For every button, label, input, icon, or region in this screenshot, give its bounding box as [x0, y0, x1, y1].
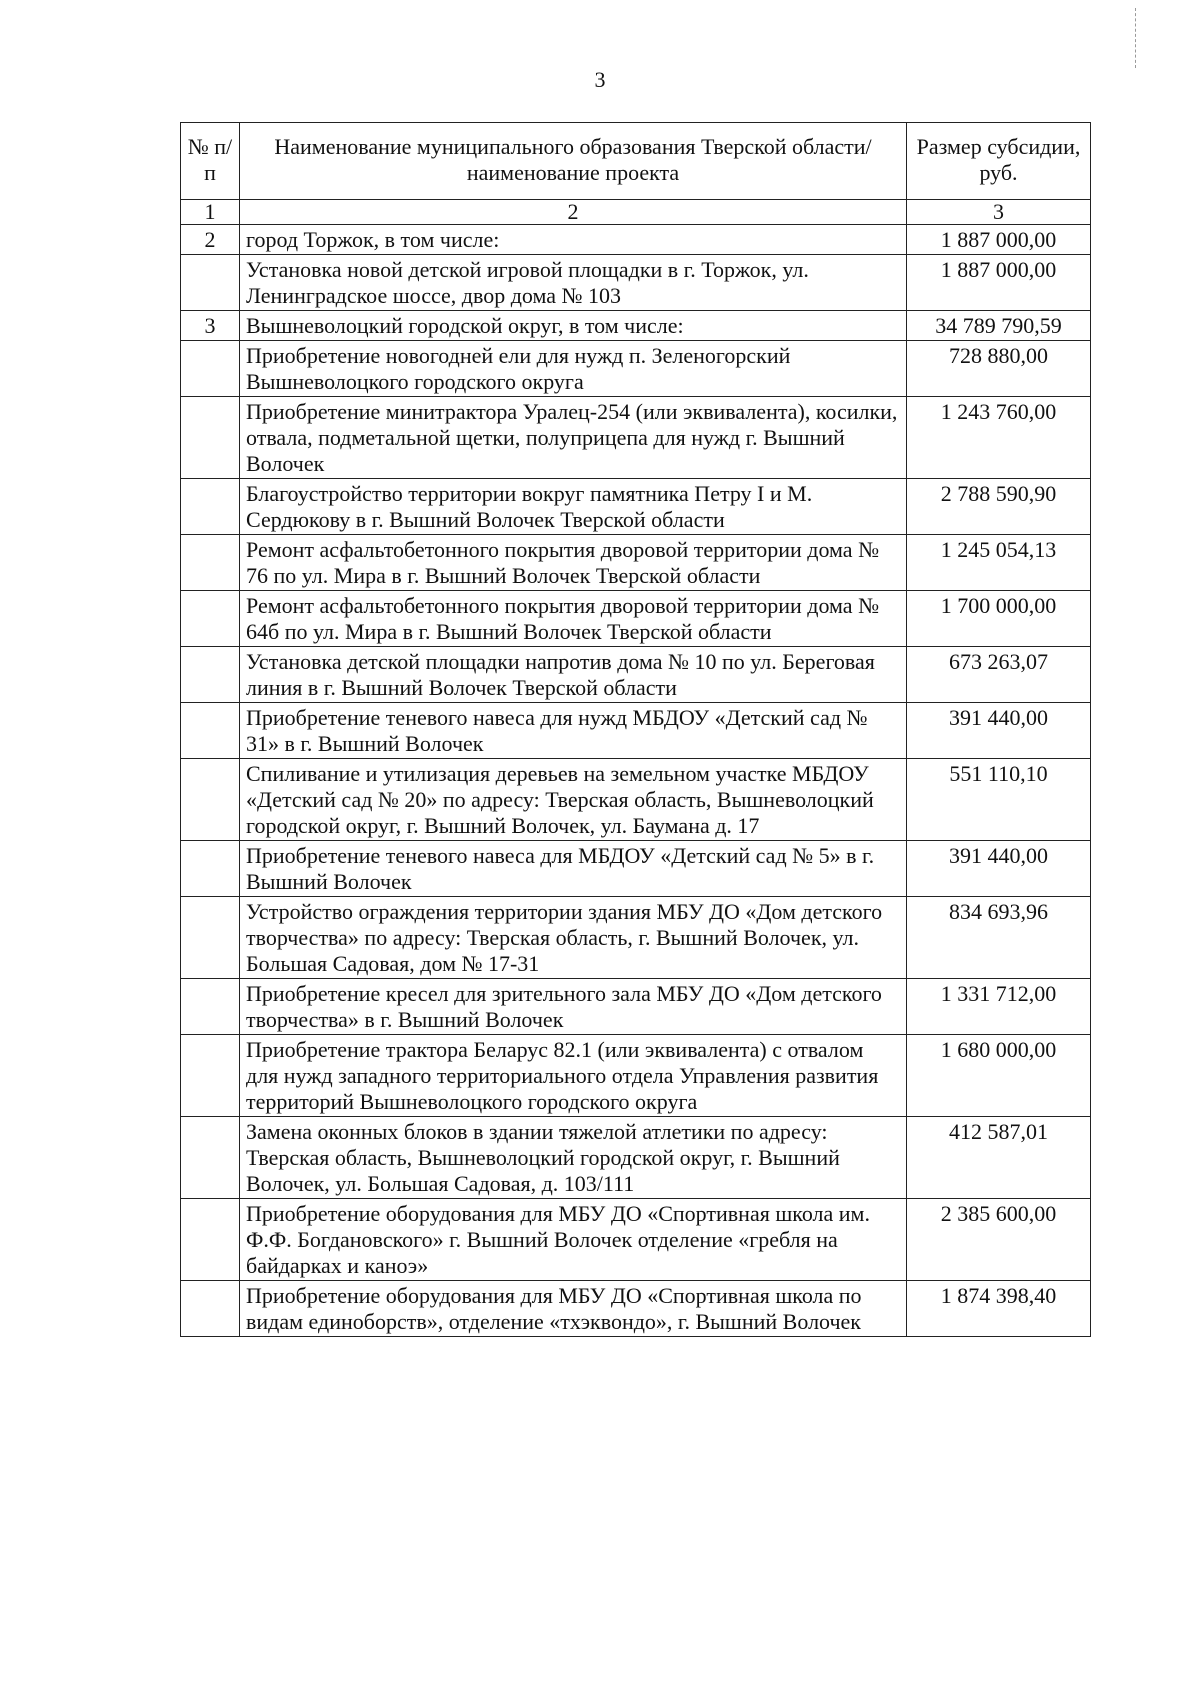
subsidy-amount: 391 440,00	[907, 703, 1091, 759]
header-number: № п/п	[181, 123, 240, 200]
subsidy-amount: 834 693,96	[907, 897, 1091, 979]
project-name: Установка детской площадки напротив дома № 10 по ул. Береговая линия в г. Вышний Волочек Тверской области	[240, 647, 907, 703]
table-row	[181, 897, 1091, 979]
table-row	[181, 1199, 1091, 1281]
row-number	[181, 647, 240, 703]
subsidy-amount: 1 700 000,00	[907, 591, 1091, 647]
row-number	[181, 979, 240, 1035]
subsidy-amount: 1 680 000,00	[907, 1035, 1091, 1117]
table-row	[181, 311, 1091, 341]
row-number	[181, 1281, 240, 1337]
header-sum: Размер субсидии, руб.	[907, 123, 1091, 200]
table-row	[181, 1117, 1091, 1199]
column-index: 3	[907, 200, 1091, 225]
project-name: Установка новой детской игровой площадки в г. Торжок, ул. Ленинградское шоссе, двор дома № 103	[240, 255, 907, 311]
project-name: Приобретение минитрактора Уралец-254 (или эквивалента), косилки, отвала, подметальной щетки, полуприцепа для нужд г. Вышний Волочек	[240, 397, 907, 479]
column-index: 2	[240, 200, 907, 225]
table-row	[181, 591, 1091, 647]
project-name: Благоустройство территории вокруг памятника Петру I и М. Сердюкову в г. Вышний Волочек Тверской области	[240, 479, 907, 535]
subsidy-amount: 1 245 054,13	[907, 535, 1091, 591]
column-index-row	[181, 200, 1091, 225]
table-row	[181, 841, 1091, 897]
table-row	[181, 1035, 1091, 1117]
project-name: Приобретение кресел для зрительного зала МБУ ДО «Дом детского творчества» в г. Вышний Волочек	[240, 979, 907, 1035]
row-number	[181, 897, 240, 979]
subsidy-amount: 551 110,10	[907, 759, 1091, 841]
project-name: Приобретение теневого навеса для нужд МБДОУ «Детский сад № 31» в г. Вышний Волочек	[240, 703, 907, 759]
subsidy-amount: 34 789 790,59	[907, 311, 1091, 341]
project-name: Приобретение оборудования для МБУ ДО «Спортивная школа по видам единоборств», отделение «тхэквондо», г. Вышний Волочек	[240, 1281, 907, 1337]
row-number	[181, 759, 240, 841]
table-row	[181, 225, 1091, 255]
table-header-row	[181, 123, 1091, 200]
column-index: 1	[181, 200, 240, 225]
project-name: Ремонт асфальтобетонного покрытия дворовой территории дома № 76 по ул. Мира в г. Вышний Волочек Тверской области	[240, 535, 907, 591]
page-number: 3	[594, 67, 606, 92]
project-name: Приобретение новогодней ели для нужд п. Зеленогорский Вышневолоцкого городского округа	[240, 341, 907, 397]
table-row	[181, 255, 1091, 311]
project-name: Приобретение оборудования для МБУ ДО «Спортивная школа им. Ф.Ф. Богдановского» г. Вышний Волочек отделение «гребля на байдарках и каноэ»	[240, 1199, 907, 1281]
row-number: 2	[181, 225, 240, 255]
subsidy-amount: 2 385 600,00	[907, 1199, 1091, 1281]
subsidy-amount: 1 331 712,00	[907, 979, 1091, 1035]
project-name: город Торжок, в том числе:	[240, 225, 907, 255]
row-number	[181, 1199, 240, 1281]
project-name: Приобретение теневого навеса для МБДОУ «Детский сад № 5» в г. Вышний Волочек	[240, 841, 907, 897]
row-number	[181, 535, 240, 591]
subsidy-amount: 1 243 760,00	[907, 397, 1091, 479]
subsidy-amount: 673 263,07	[907, 647, 1091, 703]
row-number	[181, 703, 240, 759]
project-name: Замена оконных блоков в здании тяжелой атлетики по адресу: Тверская область, Вышневолоцкий городской округ, г. Вышний Волочек, ул. Большая Садовая, д. 103/111	[240, 1117, 907, 1199]
subsidy-amount: 1 874 398,40	[907, 1281, 1091, 1337]
header-name: Наименование муниципального образования Тверской области/наименование проекта	[240, 123, 907, 200]
table-row	[181, 647, 1091, 703]
table-row	[181, 703, 1091, 759]
subsidy-amount: 2 788 590,90	[907, 479, 1091, 535]
row-number	[181, 1035, 240, 1117]
row-number	[181, 341, 240, 397]
row-number	[181, 479, 240, 535]
row-number: 3	[181, 311, 240, 341]
project-name: Устройство ограждения территории здания МБУ ДО «Дом детского творчества» по адресу: Тверская область, г. Вышний Волочек, ул. Большая Садовая, дом № 17-31	[240, 897, 907, 979]
subsidy-amount: 728 880,00	[907, 341, 1091, 397]
project-name: Ремонт асфальтобетонного покрытия дворовой территории дома № 64б по ул. Мира в г. Вышний Волочек Тверской области	[240, 591, 907, 647]
row-number	[181, 255, 240, 311]
table-row	[181, 341, 1091, 397]
table-row	[181, 759, 1091, 841]
row-number	[181, 841, 240, 897]
project-name: Приобретение трактора Беларус 82.1 (или эквивалента) с отвалом для нужд западного территориального отдела Управления развития территорий Вышневолоцкого городского округа	[240, 1035, 907, 1117]
table-body	[181, 200, 1091, 1337]
table-row	[181, 535, 1091, 591]
scan-margin-marks	[1131, 8, 1136, 68]
table-row	[181, 397, 1091, 479]
row-number	[181, 1117, 240, 1199]
subsidy-amount: 391 440,00	[907, 841, 1091, 897]
table-row	[181, 479, 1091, 535]
subsidy-amount: 412 587,01	[907, 1117, 1091, 1199]
project-name: Вышневолоцкий городской округ, в том числе:	[240, 311, 907, 341]
subsidy-amount: 1 887 000,00	[907, 225, 1091, 255]
subsidy-table	[180, 122, 1091, 1337]
subsidy-amount: 1 887 000,00	[907, 255, 1091, 311]
table-row	[181, 1281, 1091, 1337]
table-row	[181, 979, 1091, 1035]
row-number	[181, 397, 240, 479]
row-number	[181, 591, 240, 647]
project-name: Спиливание и утилизация деревьев на земельном участке МБДОУ «Детский сад № 20» по адресу: Тверская область, Вышневолоцкий городской округ, г. Вышний Волочек, ул. Баумана д. 17	[240, 759, 907, 841]
